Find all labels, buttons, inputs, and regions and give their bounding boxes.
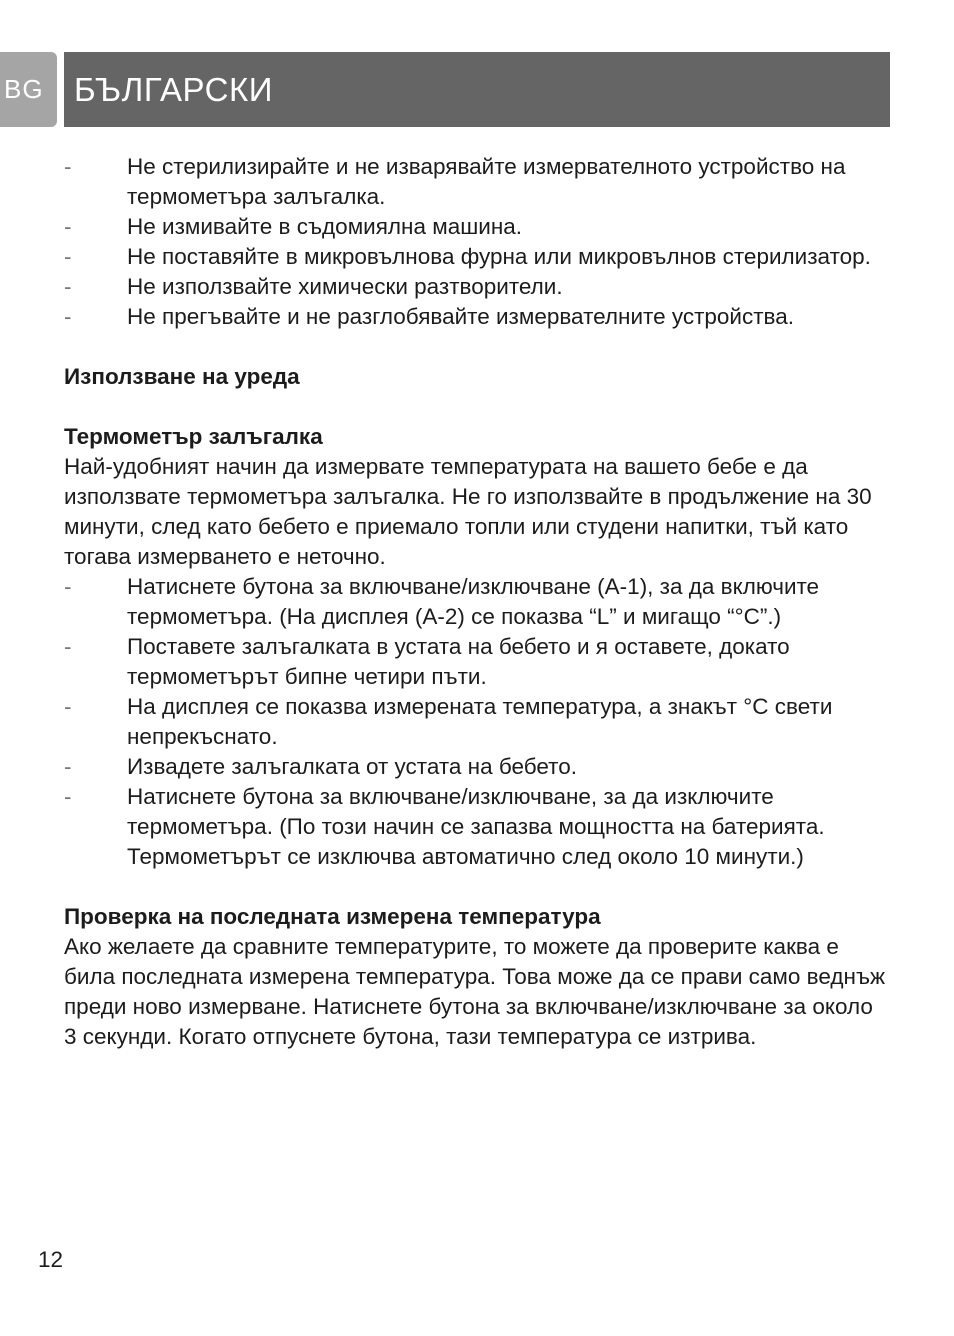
last-temp-heading: Проверка на последната измерена температура bbox=[64, 904, 601, 929]
list-item-text: Не поставяйте в микровълнова фурна или микровълнов стерилизатор. bbox=[127, 244, 871, 269]
list-item-text: Натиснете бутона за включване/изключване (A-1), за да включите термометъра. (На дисплея (A-2) се показва “L” и мигащо “°C”.) bbox=[127, 574, 820, 629]
spacer bbox=[64, 332, 890, 362]
language-tab bbox=[0, 52, 57, 127]
pacifier-paragraph: Най-удобният начин да измервате температурата на вашето бебе е да използвате термометъра залъгалка. Не го използвайте в продължение на 30 минути, след като бебето е приемало топли или студени напитки, тъй като тогава измерването е неточно. bbox=[64, 454, 872, 569]
bullet-dash: - bbox=[64, 574, 72, 599]
list-item-text: Не измивайте в съдомиялна машина. bbox=[127, 214, 523, 239]
spacer bbox=[64, 392, 890, 422]
section-header bbox=[64, 52, 890, 127]
list-item-text: Поставете залъгалката в устата на бебето и я оставете, докато термометърът бипне четири пъти. bbox=[127, 634, 790, 689]
bullet-dash: - bbox=[64, 244, 72, 269]
list-item bbox=[64, 272, 890, 302]
last-temp-paragraph: Ако желаете да сравните температурите, то можете да проверите каква е била последната измерена температура. Това може да се прави само веднъж преди ново измерване. Натиснете бутона за включване/изключване за около 3 секунди. Когато отпуснете бутона, тази температура се изтрива. bbox=[64, 934, 886, 1049]
list-item bbox=[64, 692, 890, 752]
bullet-dash: - bbox=[64, 634, 72, 659]
section-title: БЪЛГАРСКИ bbox=[74, 71, 273, 108]
list-item-text: Не използвайте химически разтворители. bbox=[127, 274, 563, 299]
warning-list bbox=[64, 152, 890, 332]
list-item-text: На дисплея се показва измерената температура, а знакът °C свети непрекъснато. bbox=[127, 694, 833, 749]
page-content bbox=[64, 152, 890, 1052]
list-item bbox=[64, 572, 890, 632]
list-item bbox=[64, 632, 890, 692]
bullet-dash: - bbox=[64, 154, 72, 179]
list-item bbox=[64, 242, 890, 272]
language-code: BG bbox=[4, 74, 44, 104]
list-item-text: Не прегъвайте и не разглобявайте измервателните устройства. bbox=[127, 304, 795, 329]
list-item bbox=[64, 302, 890, 332]
spacer bbox=[64, 872, 890, 902]
list-item-text: Извадете залъгалката от устата на бебето. bbox=[127, 754, 577, 779]
bullet-dash: - bbox=[64, 694, 72, 719]
bullet-dash: - bbox=[64, 754, 72, 779]
bullet-dash: - bbox=[64, 274, 72, 299]
bullet-dash: - bbox=[64, 214, 72, 239]
bullet-dash: - bbox=[64, 784, 72, 809]
list-item bbox=[64, 212, 890, 242]
list-item-text: Не стерилизирайте и не изварявайте измервателното устройство на термометъра залъгалка. bbox=[127, 154, 846, 209]
usage-heading: Използване на уреда bbox=[64, 364, 300, 389]
list-item bbox=[64, 152, 890, 212]
list-item bbox=[64, 782, 890, 872]
page-number: 12 bbox=[38, 1247, 64, 1272]
pacifier-steps bbox=[64, 572, 890, 872]
pacifier-heading: Термометър залъгалка bbox=[64, 424, 323, 449]
list-item-text: Натиснете бутона за включване/изключване, за да изключите термометъра. (По този начин се запазва мощността на батерията. Термометърът се изключва автоматично след около 10 минути.) bbox=[127, 784, 825, 869]
bullet-dash: - bbox=[64, 304, 72, 329]
list-item bbox=[64, 752, 890, 782]
